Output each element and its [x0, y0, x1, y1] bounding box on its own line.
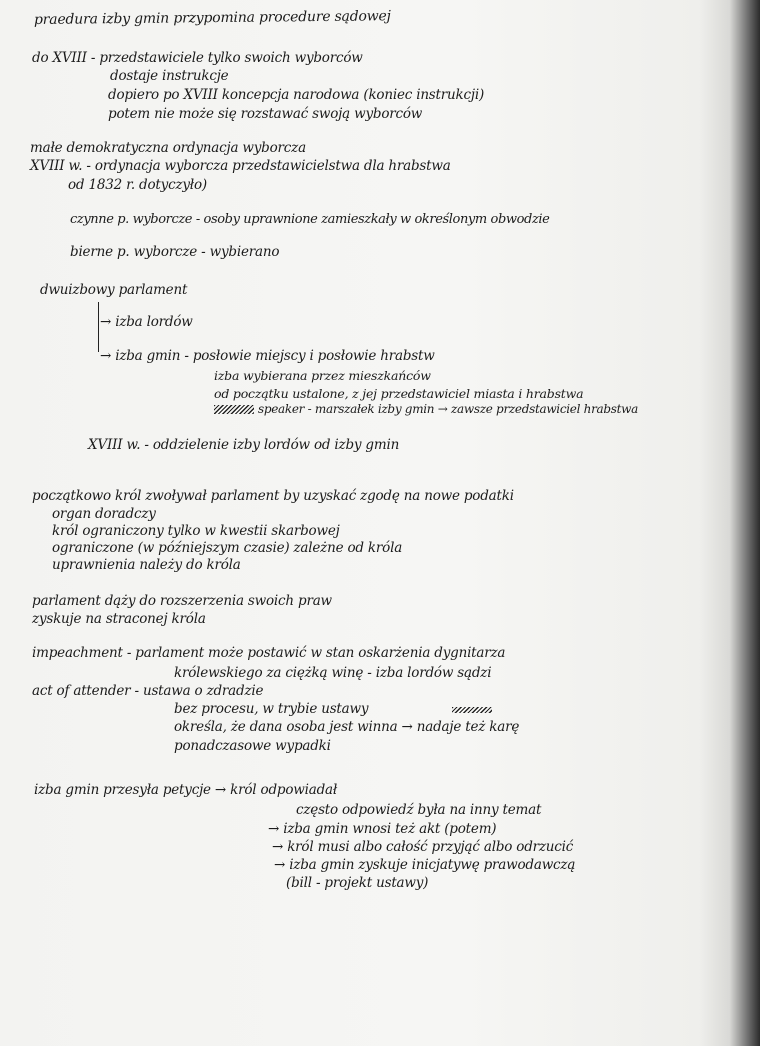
note-line: czynne p. wyborcze - osoby uprawnione zamieszkały w określonym obwodzie [70, 212, 550, 227]
scribble-mark [214, 405, 254, 414]
note-line: → izba lordów [100, 314, 193, 330]
note-line: → izba gmin wnosi też akt (potem) [268, 821, 497, 837]
note-line: zyskuje na straconej króla [32, 611, 206, 627]
note-line: często odpowiedź była na inny temat [296, 802, 542, 818]
note-line: król ograniczony tylko w kwestii skarbowej [52, 523, 340, 539]
scribble-mark [452, 707, 492, 713]
note-line: (bill - projekt ustawy) [286, 875, 429, 891]
note-line: uprawnienia należy do króla [52, 557, 241, 573]
note-line: XVIII w. - ordynacja wyborcza przedstawicielstwa dla hrabstwa [30, 158, 451, 174]
note-line: bez procesu, w trybie ustawy [174, 701, 369, 717]
note-line: do XVIII - przedstawiciele tylko swoich wyborców [32, 50, 363, 66]
note-line: dwuizbowy parlament [40, 282, 188, 298]
note-line: królewskiego za ciężką winę - izba lordów sądzi [174, 665, 492, 681]
note-line: od 1832 r. dotyczyło) [68, 177, 207, 193]
note-line: → izba gmin zyskuje inicjatywę prawodawczą [274, 857, 576, 873]
note-line: praedura izby gmin przypomina procedure sądowej [33, 8, 391, 28]
note-line: dostaje instrukcje [110, 68, 229, 84]
note-line: od początku ustalone, z jej przedstawiciel miasta i hrabstwa [214, 386, 584, 401]
note-line: act of attender - ustawa o zdradzie [32, 683, 264, 699]
note-line: izba wybierana przez mieszkańców [214, 368, 431, 383]
note-line: impeachment - parlament może postawić w stan oskarżenia dygnitarza [32, 645, 506, 661]
note-line: → król musi albo całość przyjąć albo odrzucić [272, 839, 574, 855]
note-line: → izba gmin - posłowie miejscy i posłowie hrabstw [100, 348, 435, 364]
note-line: dopiero po XVIII koncepcja narodowa (koniec instrukcji) [108, 87, 485, 103]
note-line: speaker - marszałek izby gmin → zawsze przedstawiciel hrabstwa [258, 402, 638, 416]
note-line: ponadczasowe wypadki [174, 738, 331, 754]
note-line: XVIII w. - oddzielenie izby lordów od izby gmin [88, 437, 400, 453]
note-line: organ doradczy [52, 506, 156, 522]
note-line: bierne p. wyborcze - wybierano [70, 244, 280, 260]
note-line: ograniczone (w późniejszym czasie) zależne od króla [52, 540, 403, 556]
note-line: małe demokratyczna ordynacja wyborcza [30, 140, 306, 156]
note-line: parlament dąży do rozszerzenia swoich praw [32, 593, 332, 609]
note-line: określa, że dana osoba jest winna → nadaje też karę [174, 719, 520, 735]
note-line: potem nie może się rozstawać swoją wyborców [108, 106, 423, 122]
note-line: izba gmin przesyła petycje → król odpowiadał [34, 782, 338, 798]
note-line: początkowo król zwoływał parlament by uzyskać zgodę na nowe podatki [32, 488, 514, 504]
